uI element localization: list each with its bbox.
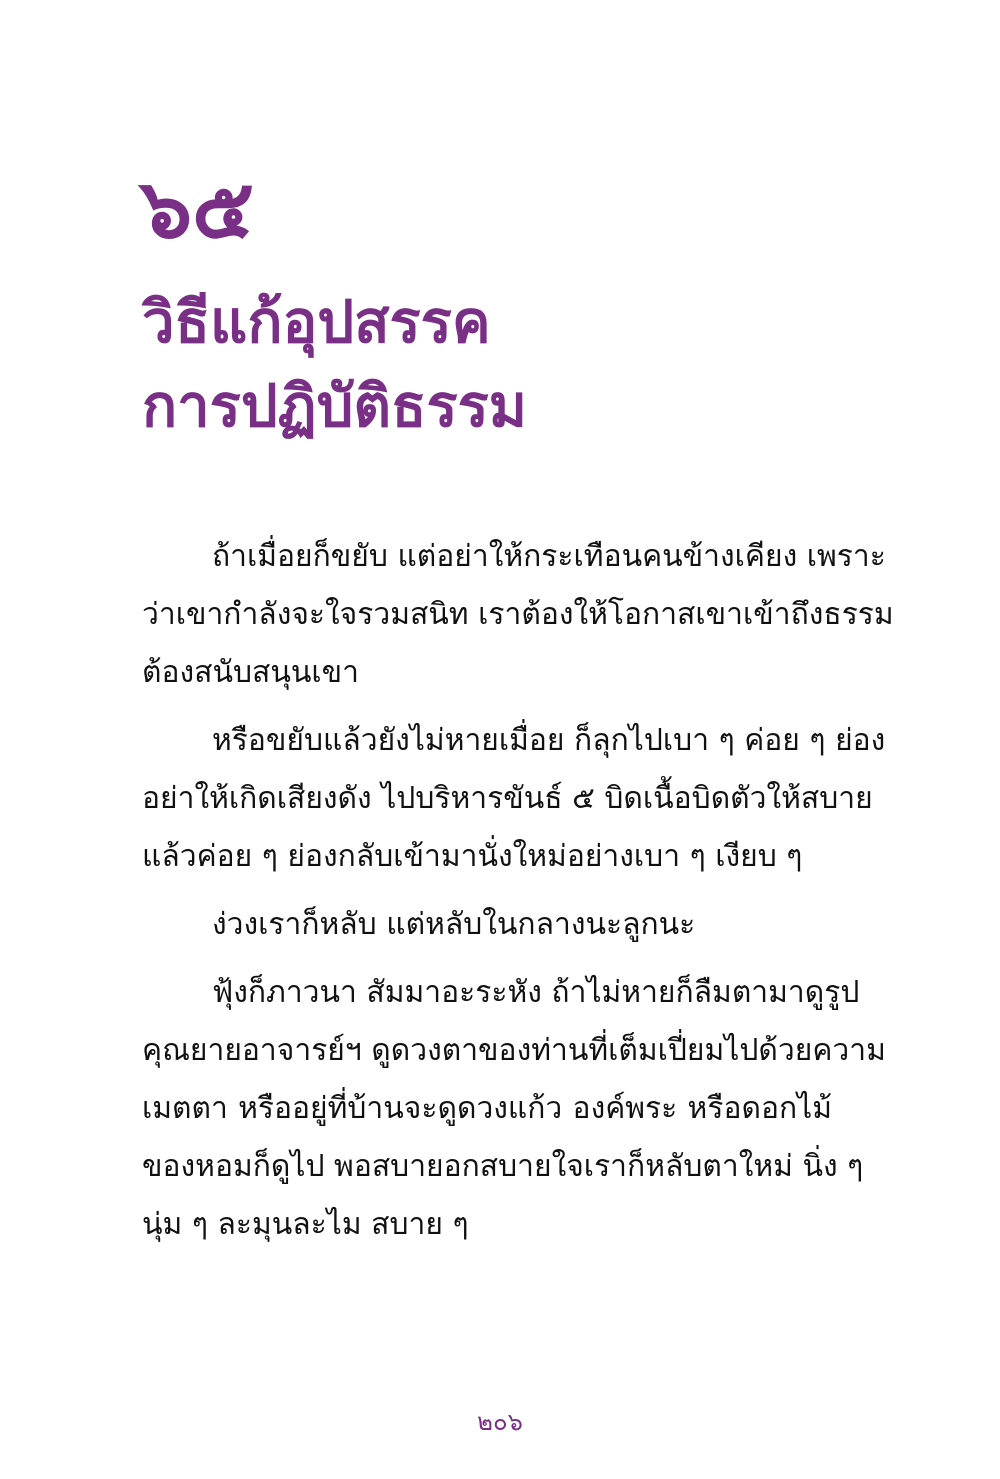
paragraph-line: ฟุ้งก็ภาวนา สัมมาอะระหัง ถ้าไม่หายก็ลืมตามาดูรูป bbox=[212, 975, 860, 1010]
page-number: ๒๐๖ bbox=[477, 1408, 523, 1436]
paragraph-line: ง่วงเราก็หลับ แต่หลับในกลางนะลูกนะ bbox=[212, 907, 696, 942]
chapter-title-line-1: วิธีแก้อุปสรรค bbox=[142, 288, 491, 356]
chapter-number: ๖๕ bbox=[140, 161, 255, 257]
paragraph-line: ว่าเขากำลังจะใจรวมสนิท เราต้องให้โอกาสเขาเข้าถึงธรรม bbox=[142, 597, 894, 632]
paragraph-4 bbox=[142, 964, 886, 1254]
chapter-title bbox=[142, 280, 527, 448]
paragraph-line: นุ่ม ๆ ละมุนละไม สบาย ๆ bbox=[142, 1207, 469, 1242]
paragraph-line: ถ้าเมื่อยก็ขยับ แต่อย่าให้กระเทือนคนข้างเคียง เพราะ bbox=[212, 539, 886, 574]
paragraph-2 bbox=[142, 712, 886, 886]
paragraph-line: เมตตา หรืออยู่ที่บ้านจะดูดวงแก้ว องค์พระ หรือดอกไม้ bbox=[142, 1091, 832, 1126]
paragraph-line: อย่าให้เกิดเสียงดัง ไปบริหารขันธ์ ๕ บิดเนื้อบิดตัวให้สบาย bbox=[142, 781, 873, 816]
paragraph-line: คุณยายอาจารย์ฯ ดูดวงตาของท่านที่เต็มเปี่ยมไปด้วยความ bbox=[142, 1033, 886, 1068]
paragraph-1 bbox=[142, 528, 894, 702]
chapter-title-line-2: การปฏิบัติธรรม bbox=[142, 372, 528, 440]
body-text bbox=[142, 528, 894, 1264]
paragraph-line: ของหอมก็ดูไป พอสบายอกสบายใจเราก็หลับตาใหม่ นิ่ง ๆ bbox=[142, 1149, 864, 1184]
paragraph-3 bbox=[142, 896, 832, 954]
paragraph-line: ต้องสนับสนุนเขา bbox=[142, 655, 359, 690]
paragraph-line: หรือขยับแล้วยังไม่หายเมื่อย ก็ลุกไปเบา ๆ ค่อย ๆ ย่อง bbox=[212, 723, 886, 758]
paragraph-line: แล้วค่อย ๆ ย่องกลับเข้ามานั่งใหม่อย่างเบา ๆ เงียบ ๆ bbox=[142, 839, 803, 874]
